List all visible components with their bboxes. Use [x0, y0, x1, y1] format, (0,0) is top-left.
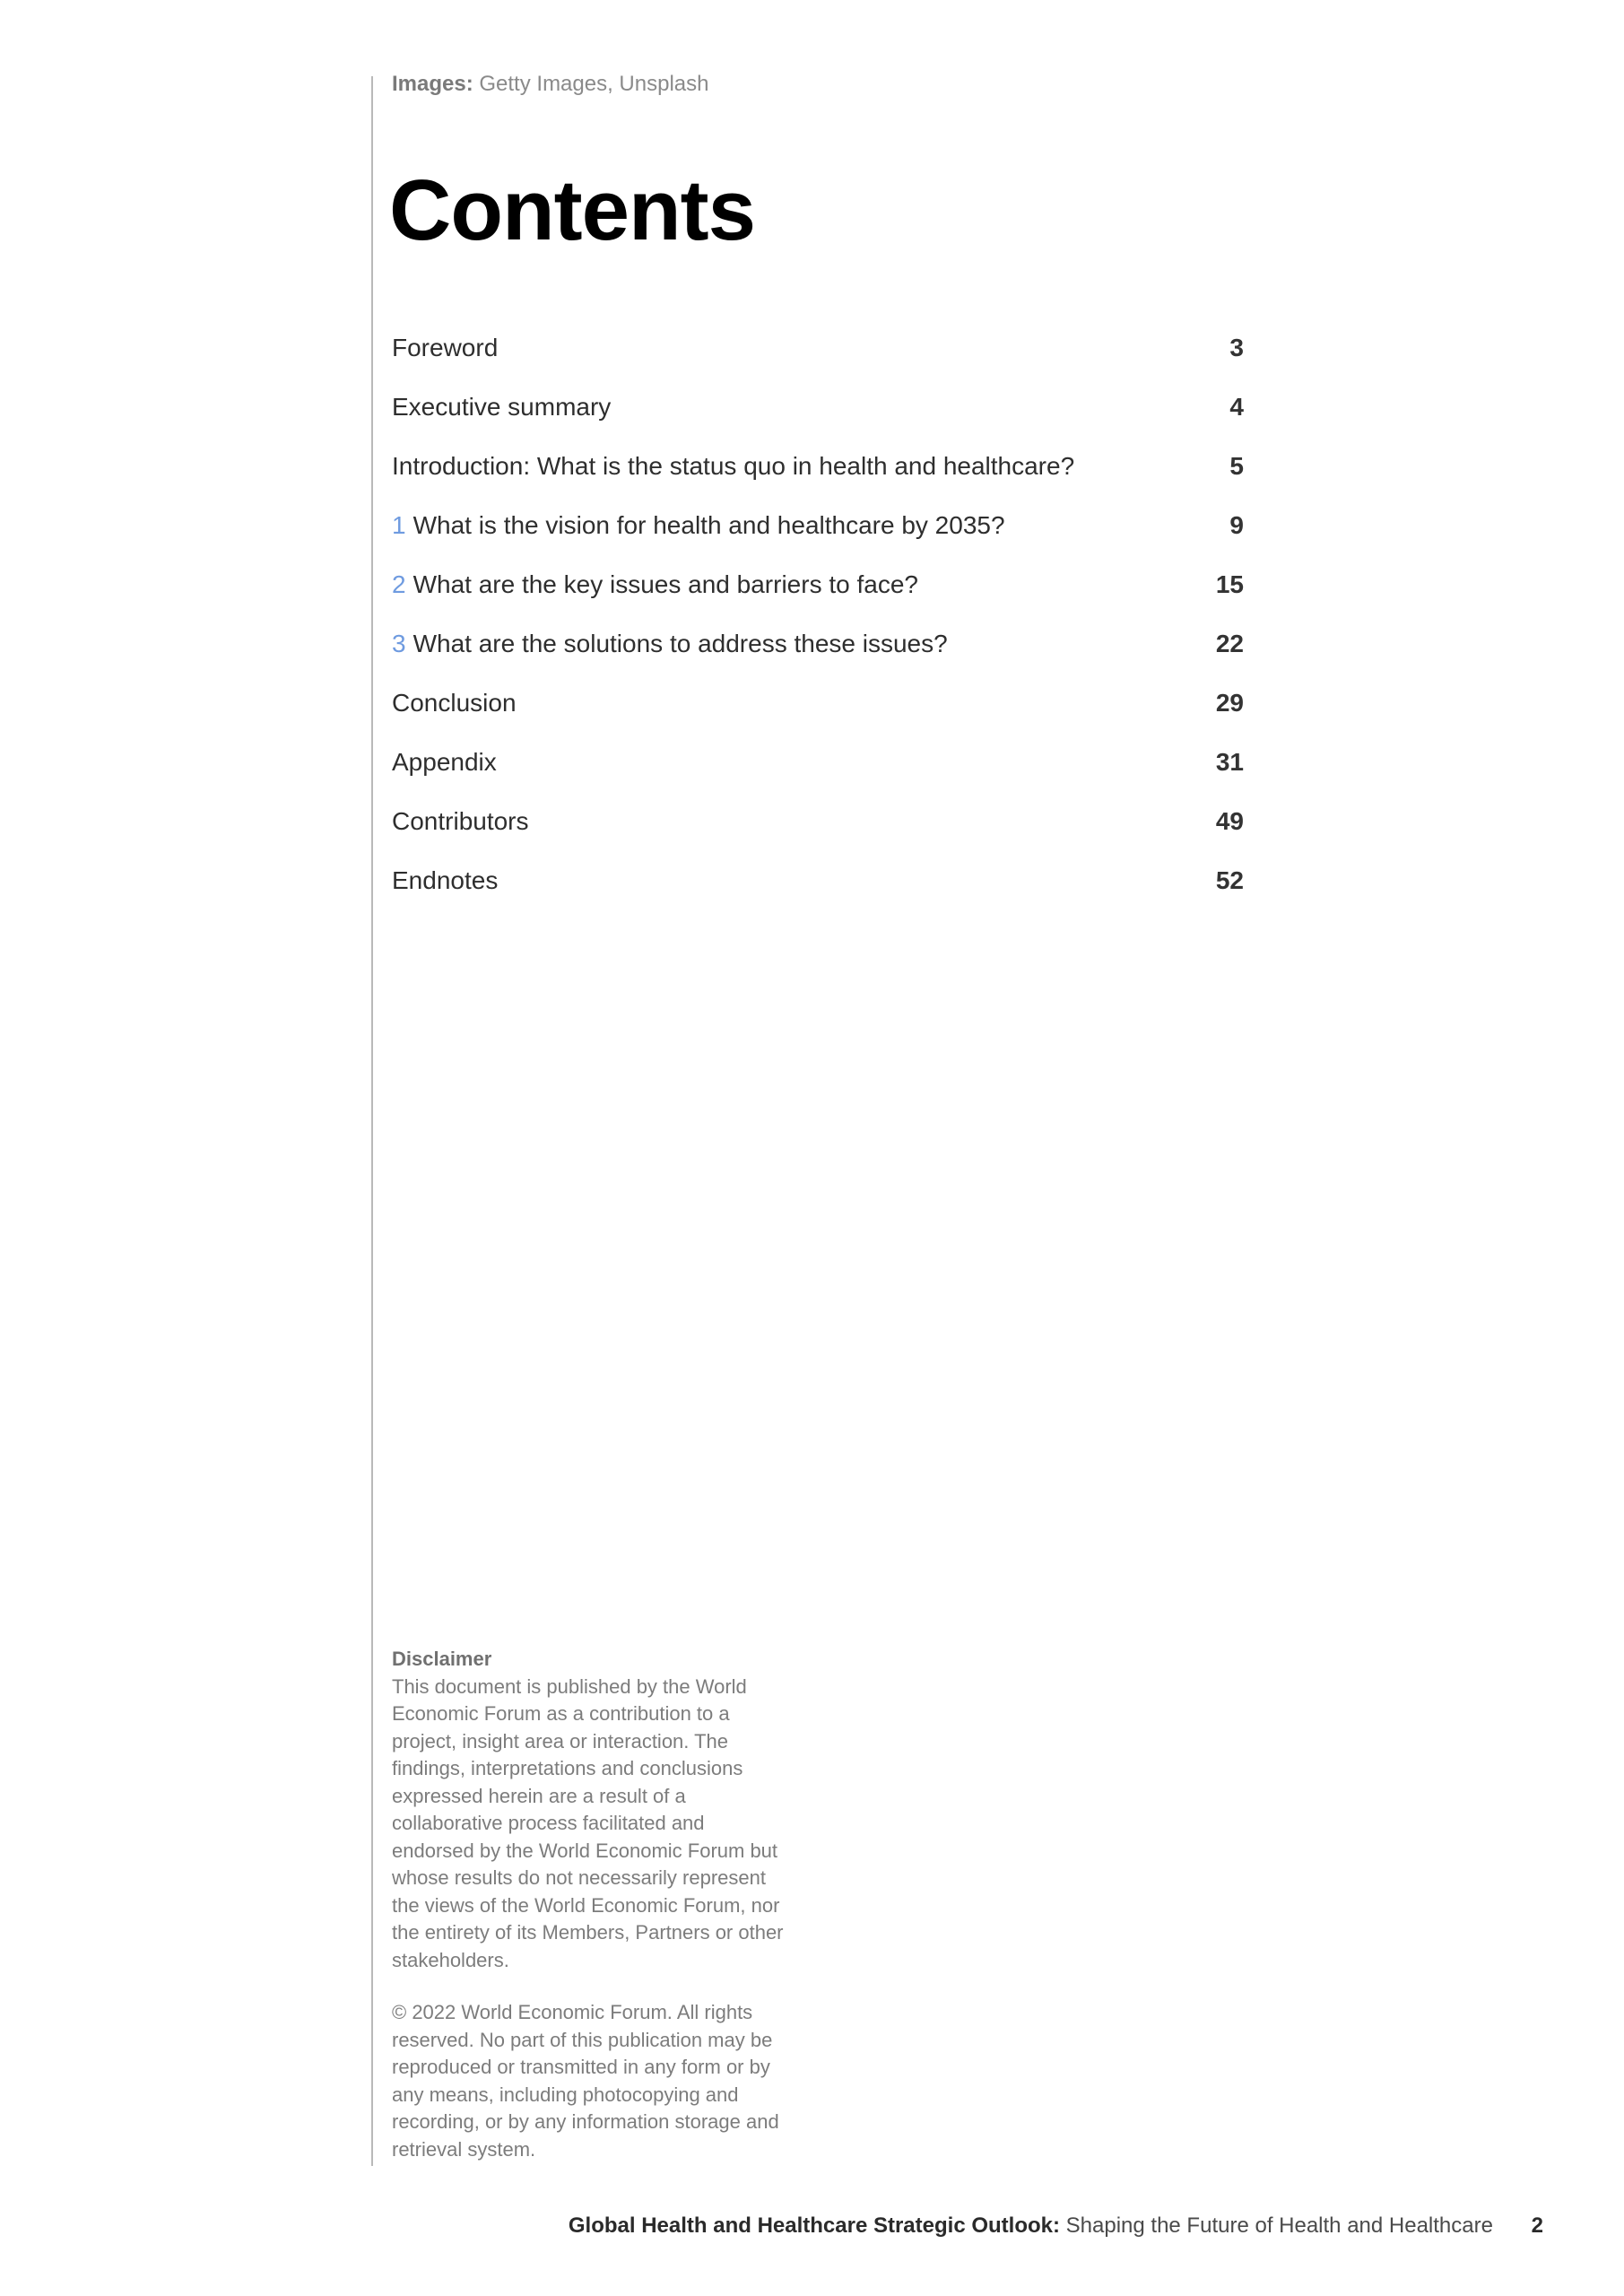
toc-item-label — [392, 630, 948, 658]
toc-item-page: 29 — [1215, 689, 1244, 717]
toc-item-conclusion[interactable] — [392, 674, 1244, 733]
toc-item-page: 5 — [1229, 452, 1244, 480]
toc-item-label — [392, 393, 611, 422]
toc-item-page: 3 — [1229, 334, 1244, 361]
toc-item-label — [392, 807, 529, 836]
toc-item-label — [392, 334, 498, 362]
toc-item-number: 2 — [392, 570, 406, 598]
toc-item-title: Contributors — [392, 807, 529, 835]
toc-item-endnotes[interactable] — [392, 851, 1244, 910]
toc-item-chapter-3[interactable] — [392, 614, 1244, 674]
page-footer — [569, 2213, 1543, 2239]
disclaimer-heading: Disclaimer — [392, 1648, 492, 1670]
footer-report-title: Global Health and Healthcare Strategic Outlook: — [568, 2213, 1060, 2238]
toc-item-number: 1 — [392, 511, 406, 539]
toc-item-contributors[interactable] — [392, 792, 1244, 851]
left-margin-rule — [371, 76, 373, 2166]
toc-item-title: What is the vision for health and healthcare by 2035? — [413, 511, 1005, 539]
image-credits-label: Images: — [392, 72, 473, 96]
toc-item-title: Conclusion — [392, 689, 517, 717]
toc-item-number: 3 — [392, 630, 406, 657]
toc-item-label — [392, 570, 918, 599]
toc-item-label — [392, 866, 498, 895]
toc-item-title: Foreword — [392, 334, 499, 361]
toc-item-label — [392, 748, 497, 777]
copyright-notice: © 2022 World Economic Forum. All rights reserved. No part of this publication may be reproduced or transmitted in any form or by any means, including photocopying and recording, or by any information storage and retrieval system. — [392, 2001, 779, 2161]
toc-item-title: Endnotes — [392, 866, 499, 894]
toc-item-title: Appendix — [392, 748, 497, 776]
toc-item-label — [392, 689, 517, 718]
toc-item-title: What are the key issues and barriers to face? — [413, 570, 918, 598]
toc-item-introduction[interactable] — [392, 437, 1244, 496]
toc-item-title: Introduction: What is the status quo in health and healthcare? — [392, 452, 1075, 480]
toc-item-page: 31 — [1215, 748, 1244, 776]
toc-item-page: 4 — [1229, 393, 1244, 421]
toc-item-foreword[interactable] — [392, 318, 1244, 378]
footer-page-number: 2 — [1531, 2213, 1543, 2238]
toc-item-page: 52 — [1215, 866, 1244, 894]
toc-item-page: 22 — [1215, 630, 1244, 657]
disclaimer — [392, 1646, 786, 2163]
page-title: Contents — [389, 162, 755, 258]
toc-item-page: 49 — [1215, 807, 1244, 835]
toc-item-executive-summary[interactable] — [392, 378, 1244, 437]
toc-item-label — [392, 511, 1005, 540]
toc-item-chapter-2[interactable] — [392, 555, 1244, 614]
toc-item-appendix[interactable] — [392, 733, 1244, 792]
toc-item-page: 15 — [1215, 570, 1244, 598]
table-of-contents — [392, 318, 1244, 910]
image-credits — [392, 72, 709, 97]
toc-item-title: Executive summary — [392, 393, 612, 421]
toc-item-chapter-1[interactable] — [392, 496, 1244, 555]
disclaimer-body: This document is published by the World Economic Forum as a contribution to a project, insight area or interaction. The findings, interpretations and conclusions expressed herein are a result of a collaborative process facilitated and endorsed by the World Economic Forum but whose results do not necessarily represent the views of the World Economic Forum, nor the entirety of its Members, Partners or other stakeholders. — [392, 1674, 784, 1971]
toc-item-page: 9 — [1229, 511, 1244, 539]
toc-item-label — [392, 452, 1074, 481]
footer-report-subtitle: Shaping the Future of Health and Healthcare — [1065, 2213, 1493, 2238]
toc-item-title: What are the solutions to address these issues? — [413, 630, 948, 657]
image-credits-text: Getty Images, Unsplash — [479, 72, 709, 96]
